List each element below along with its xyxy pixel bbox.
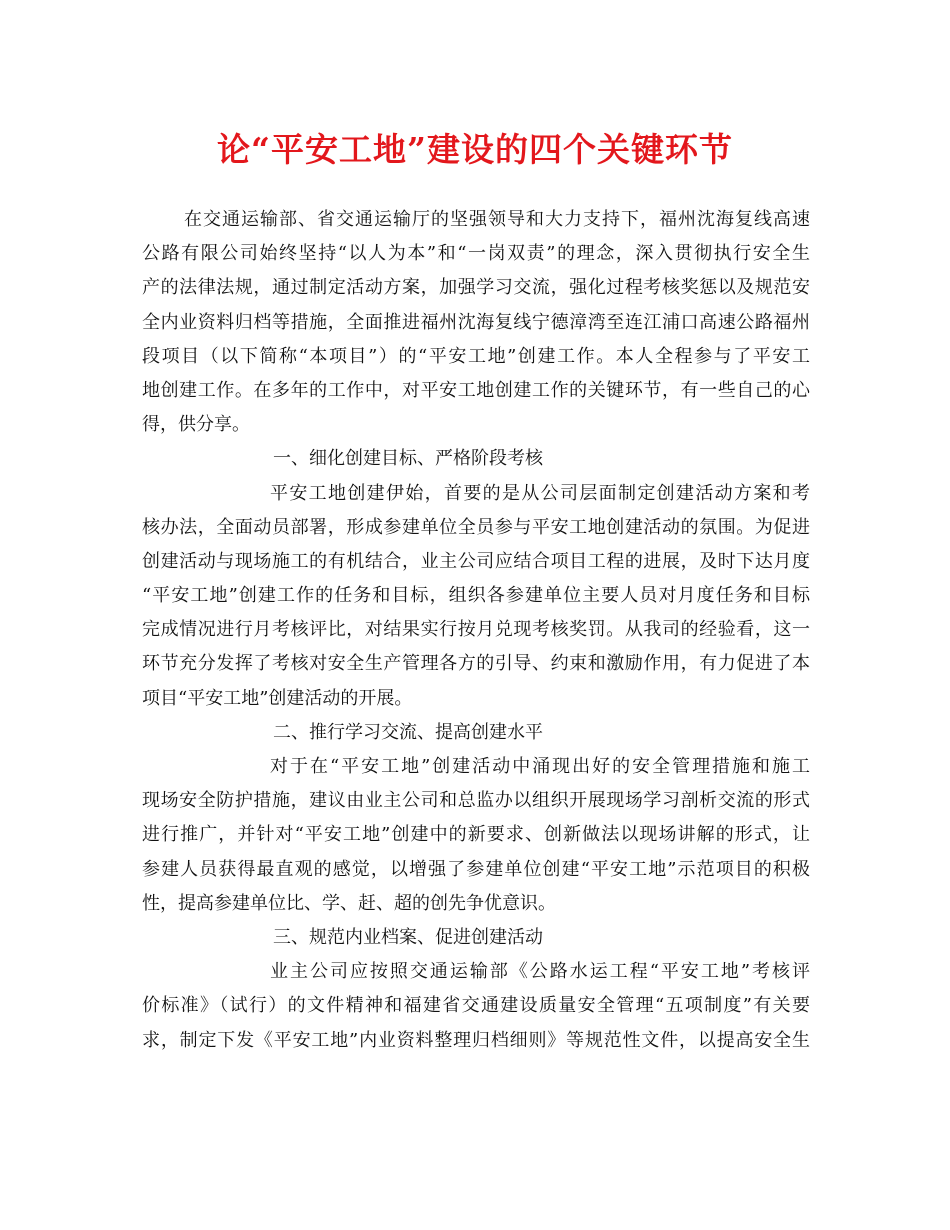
text-line: 项目“平安工地”创建活动的开展。 — [142, 687, 413, 709]
text-line: 业主公司应按照交通运输部《公路水运工程“平安工地”考核评 — [270, 961, 810, 983]
text-line: 在交通运输部、省交通运输厅的坚强领导和大力支持下，福州沈海复线高速 — [184, 209, 810, 230]
text-line: 性，提高参建单位比、学、赶、超的创先争优意识。 — [142, 892, 556, 914]
text-line: 环节充分发挥了考核对安全生产管理各方的引导、约束和激励作用，有力促进了本 — [142, 653, 810, 675]
text-line: 价标准》（试行）的文件精神和福建省交通建设质量安全管理“五项制度”有关要 — [142, 995, 810, 1017]
text-line: 地创建工作。在多年的工作中，对平安工地创建工作的关键环节，有一些自己的心 — [142, 379, 810, 401]
document-title: 论“平安工地”建设的四个关键环节 — [217, 130, 733, 169]
text-line: 对于在“平安工地”创建活动中涌现出好的安全管理措施和施工 — [270, 756, 810, 777]
section-heading: 二、推行学习交流、提高创建水平 — [273, 721, 543, 743]
text-line: 产的法律法规，通过制定活动方案，加强学习交流，强化过程考核奖惩以及规范安 — [142, 277, 810, 299]
text-line: 求，制定下发《平安工地”内业资料整理归档细则》等规范性文件，以提高安全生 — [142, 1029, 810, 1051]
document-body — [142, 203, 810, 1058]
text-line: 完成情况进行月考核评比，对结果实行按月兑现考核奖罚。从我司的经验看，这一 — [142, 619, 810, 641]
text-line: 进行推广，并针对“平安工地”创建中的新要求、创新做法以现场讲解的形式，让 — [142, 824, 810, 846]
text-line: 全内业资料归档等措施，全面推进福州沈海复线宁德漳湾至连江浦口高速公路福州 — [142, 311, 810, 333]
section-heading: 一、细化创建目标、严格阶段考核 — [273, 448, 543, 470]
text-line: 得，供分享。 — [142, 414, 250, 436]
text-line: 核办法，全面动员部署，形成参建单位全员参与平安工地创建活动的氛围。为促进 — [142, 516, 810, 538]
section-heading: 三、规范内业档案、促进创建活动 — [273, 926, 543, 948]
text-line: 公路有限公司始终坚持“以人为本”和“一岗双责”的理念，深入贯彻执行安全生 — [142, 243, 810, 265]
text-line: 创建活动与现场施工的有机结合，业主公司应结合项目工程的进展，及时下达月度 — [142, 550, 810, 572]
text-line: 现场安全防护措施，建议由业主公司和总监办以组织开展现场学习剖析交流的形式 — [142, 790, 810, 812]
text-line: 段项目（以下简称“本项目”）的“平安工地”创建工作。本人全程参与了平安工 — [142, 345, 810, 367]
text-line: 平安工地创建伊始，首要的是从公司层面制定创建活动方案和考 — [270, 482, 810, 504]
text-line: “平安工地”创建工作的任务和目标，组织各参建单位主要人员对月度任务和目标 — [142, 585, 810, 607]
text-line: 参建人员获得最直观的感觉，以增强了参建单位创建“平安工地”示范项目的积极 — [142, 858, 810, 880]
